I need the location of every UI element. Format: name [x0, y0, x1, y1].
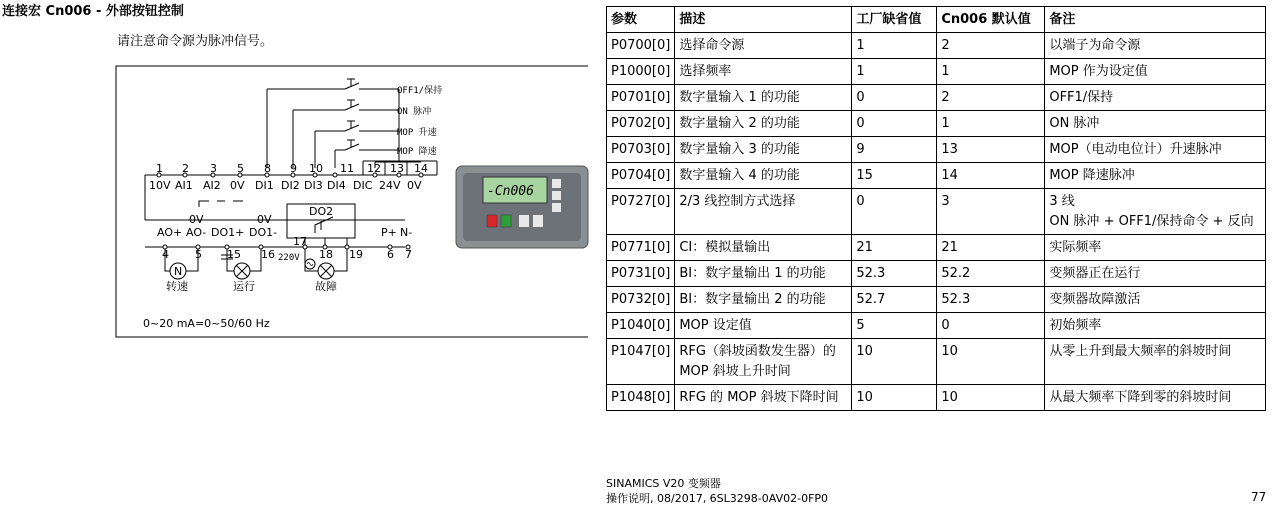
- cell-factory: 52.3: [852, 261, 937, 287]
- cell-remark: [1045, 189, 1266, 235]
- panel-display: -Cn006: [487, 184, 534, 199]
- header-factory: 工厂缺省值: [852, 7, 937, 33]
- table-row: [607, 235, 1266, 261]
- range-note: 0~20 mA=0~50/60 Hz: [143, 317, 270, 330]
- page-title: 连接宏 Cn006 - 外部按钮控制: [2, 4, 184, 19]
- page-number: 77: [1251, 490, 1267, 504]
- terminal-number-13: 13: [390, 162, 404, 175]
- bottom-number-15: 15: [227, 248, 241, 261]
- cell-desc: MOP 设定值: [675, 313, 852, 339]
- terminal-name-10v: 10V: [149, 179, 171, 192]
- header-desc: 描述: [675, 7, 852, 33]
- bottom-number-4: 4: [162, 248, 169, 261]
- footer-manual: 操作说明, 08/2017, 6SL3298-0AV02-0FP0: [606, 492, 829, 505]
- table-row: [607, 111, 1266, 137]
- cell-desc: 数字量输入 1 的功能: [675, 85, 852, 111]
- header-remark: 备注: [1045, 7, 1266, 33]
- cell-remark: 初始频率: [1045, 313, 1266, 339]
- table-row: [607, 339, 1266, 385]
- terminal-name-di3: DI3: [304, 179, 323, 192]
- cell-factory: 0: [852, 111, 937, 137]
- cell-remark: MOP（电动电位计）升速脉冲: [1045, 137, 1266, 163]
- terminal-number-14: 14: [414, 162, 428, 175]
- cell-param: P1040[0]: [607, 313, 675, 339]
- cell-default: 13: [937, 137, 1045, 163]
- cell-param: P0704[0]: [607, 163, 675, 189]
- terminal-name-ai2: AI2: [203, 179, 221, 192]
- cell-remark: 变频器正在运行: [1045, 261, 1266, 287]
- cell-desc: 数字量输入 4 的功能: [675, 163, 852, 189]
- cell-factory: 1: [852, 33, 937, 59]
- bottom-number-19: 19: [349, 248, 363, 261]
- switch-label-mop-down: MOP 降速: [397, 147, 437, 157]
- footer-product: SINAMICS V20 变频器: [606, 477, 721, 490]
- svg-text:N: N: [174, 265, 183, 278]
- cell-param: P0771[0]: [607, 235, 675, 261]
- header-default: Cn006 默认值: [937, 7, 1045, 33]
- cell-default: 21: [937, 235, 1045, 261]
- bottom-name-do1-plus: DO1+: [211, 226, 245, 239]
- table-row: [607, 33, 1266, 59]
- cell-default: 0: [937, 313, 1045, 339]
- cell-desc-line1: RFG（斜坡函数发生器）的: [679, 344, 836, 359]
- cell-desc: RFG 的 MOP 斜坡下降时间: [675, 385, 852, 411]
- cell-remark: OFF1/保持: [1045, 85, 1266, 111]
- lamp-fault-icon: [318, 263, 334, 279]
- cell-remark: 变频器故障激活: [1045, 287, 1266, 313]
- cell-factory: 10: [852, 339, 937, 385]
- lamp-run-icon: [234, 263, 250, 279]
- cell-param: P1048[0]: [607, 385, 675, 411]
- cell-desc: 数字量输入 2 的功能: [675, 111, 852, 137]
- ov-left-label: 0V: [189, 213, 204, 226]
- terminal-number-8: 8: [264, 162, 271, 175]
- cell-desc: 数字量输入 3 的功能: [675, 137, 852, 163]
- cell-default: 14: [937, 163, 1045, 189]
- bottom-name-ao-minus: AO-: [186, 226, 207, 239]
- bottom-number-17: 17: [293, 235, 307, 248]
- caption-run: 运行: [233, 280, 255, 293]
- terminal-number-11: 11: [340, 162, 354, 175]
- bottom-number-6: 6: [387, 248, 394, 261]
- terminal-number-3: 3: [210, 162, 217, 175]
- cell-param: P0727[0]: [607, 189, 675, 235]
- bottom-number-5: 5: [195, 248, 202, 261]
- bottom-name-ao-plus: AO+: [157, 226, 183, 239]
- terminal-name-di4: DI4: [327, 179, 346, 192]
- cell-desc: [675, 339, 852, 385]
- switch-label-on: ON 脉冲: [397, 107, 432, 117]
- cell-param: P0702[0]: [607, 111, 675, 137]
- cell-desc: CI：模拟量输出: [675, 235, 852, 261]
- voltage-220v: 220V: [278, 253, 300, 263]
- ov-right-label: 0V: [257, 213, 272, 226]
- bottom-number-16: 16: [261, 248, 275, 261]
- terminal-number-9: 9: [290, 162, 297, 175]
- bottom-name-do1-minus: DO1-: [249, 226, 278, 239]
- bottom-number-18: 18: [319, 248, 333, 261]
- cell-param: P0731[0]: [607, 261, 675, 287]
- cell-param: P1000[0]: [607, 59, 675, 85]
- bottom-name-n-minus: N-: [400, 226, 413, 239]
- cell-param: P0732[0]: [607, 287, 675, 313]
- cell-remark: MOP 降速脉冲: [1045, 163, 1266, 189]
- cell-remark: 实际频率: [1045, 235, 1266, 261]
- cell-remark: ON 脉冲: [1045, 111, 1266, 137]
- terminal-number-2: 2: [182, 162, 189, 175]
- table-row: [607, 287, 1266, 313]
- cell-factory: 52.7: [852, 287, 937, 313]
- cell-default: 2: [937, 85, 1045, 111]
- cell-factory: 5: [852, 313, 937, 339]
- cell-desc: 选择频率: [675, 59, 852, 85]
- cell-factory: 0: [852, 189, 937, 235]
- terminal-number-5: 5: [237, 162, 244, 175]
- header-param: 参数: [607, 7, 675, 33]
- cell-remark: 以端子为命令源: [1045, 33, 1266, 59]
- command-note: 请注意命令源为脉冲信号。: [117, 34, 274, 49]
- output-wiring: [145, 201, 405, 247]
- terminal-number-12: 12: [367, 162, 381, 175]
- table-header-row: [607, 7, 1266, 33]
- cell-desc: BI：数字量输出 2 的功能: [675, 287, 852, 313]
- terminal-name-ai1: AI1: [175, 179, 193, 192]
- table-row: [607, 313, 1266, 339]
- bottom-number-7: 7: [405, 248, 412, 261]
- terminal-name-di1: DI1: [255, 179, 274, 192]
- cell-factory: 1: [852, 59, 937, 85]
- cell-remark: 从最大频率下降到零的斜坡时间: [1045, 385, 1266, 411]
- table-row: [607, 59, 1266, 85]
- terminal-name-di2: DI2: [281, 179, 300, 192]
- caption-speed: 转速: [166, 280, 188, 293]
- motor-symbol: [170, 263, 186, 279]
- cell-desc: BI：数字量输出 1 的功能: [675, 261, 852, 287]
- table-row: [607, 85, 1266, 111]
- terminal-number-10: 10: [309, 162, 323, 175]
- cell-factory: 0: [852, 85, 937, 111]
- switch-label-mop-up: MOP 升速: [397, 128, 437, 138]
- table-row: [607, 189, 1266, 235]
- parameter-table: [606, 6, 1266, 411]
- cell-default: 3: [937, 189, 1045, 235]
- cell-remark-line1: 3 线: [1049, 194, 1075, 209]
- wiring-diagram: [115, 65, 590, 340]
- cell-desc-line2: MOP 斜坡上升时间: [679, 364, 791, 379]
- ac-source-icon: [305, 259, 315, 269]
- cell-default: 10: [937, 339, 1045, 385]
- caption-fault: 故障: [315, 280, 337, 293]
- table-row: [607, 385, 1266, 411]
- cell-remark: MOP 作为设定值: [1045, 59, 1266, 85]
- cell-param: P0701[0]: [607, 85, 675, 111]
- cell-desc: 2/3 线控制方式选择: [675, 189, 852, 235]
- cell-param: P0703[0]: [607, 137, 675, 163]
- cell-default: 1: [937, 111, 1045, 137]
- table-row: [607, 137, 1266, 163]
- cell-default: 52.3: [937, 287, 1045, 313]
- terminal-name-24v: 24V: [379, 179, 401, 192]
- cell-default: 10: [937, 385, 1045, 411]
- table-row: [607, 163, 1266, 189]
- page-footer: [606, 476, 828, 506]
- terminal-number-1: 1: [156, 162, 163, 175]
- cell-default: 1: [937, 59, 1045, 85]
- cell-factory: 15: [852, 163, 937, 189]
- cell-factory: 10: [852, 385, 937, 411]
- cell-factory: 21: [852, 235, 937, 261]
- do2-label: DO2: [309, 205, 334, 218]
- cell-default: 52.2: [937, 261, 1045, 287]
- bottom-name-p-plus: P+: [381, 226, 397, 239]
- cell-remark: 从零上升到最大频率的斜坡时间: [1045, 339, 1266, 385]
- cell-desc: 选择命令源: [675, 33, 852, 59]
- cell-remark-line2: ON 脉冲 + OFF1/保持命令 + 反向: [1049, 214, 1254, 229]
- cell-factory: 9: [852, 137, 937, 163]
- switch-label-off1: OFF1/保持: [397, 86, 443, 96]
- terminal-name-0v-2: 0V: [407, 179, 422, 192]
- table-row: [607, 261, 1266, 287]
- cell-default: 2: [937, 33, 1045, 59]
- cell-param: P0700[0]: [607, 33, 675, 59]
- terminal-name-0v: 0V: [230, 179, 245, 192]
- cell-param: P1047[0]: [607, 339, 675, 385]
- terminal-name-dic: DIC: [353, 179, 373, 192]
- operator-panel: [456, 166, 588, 248]
